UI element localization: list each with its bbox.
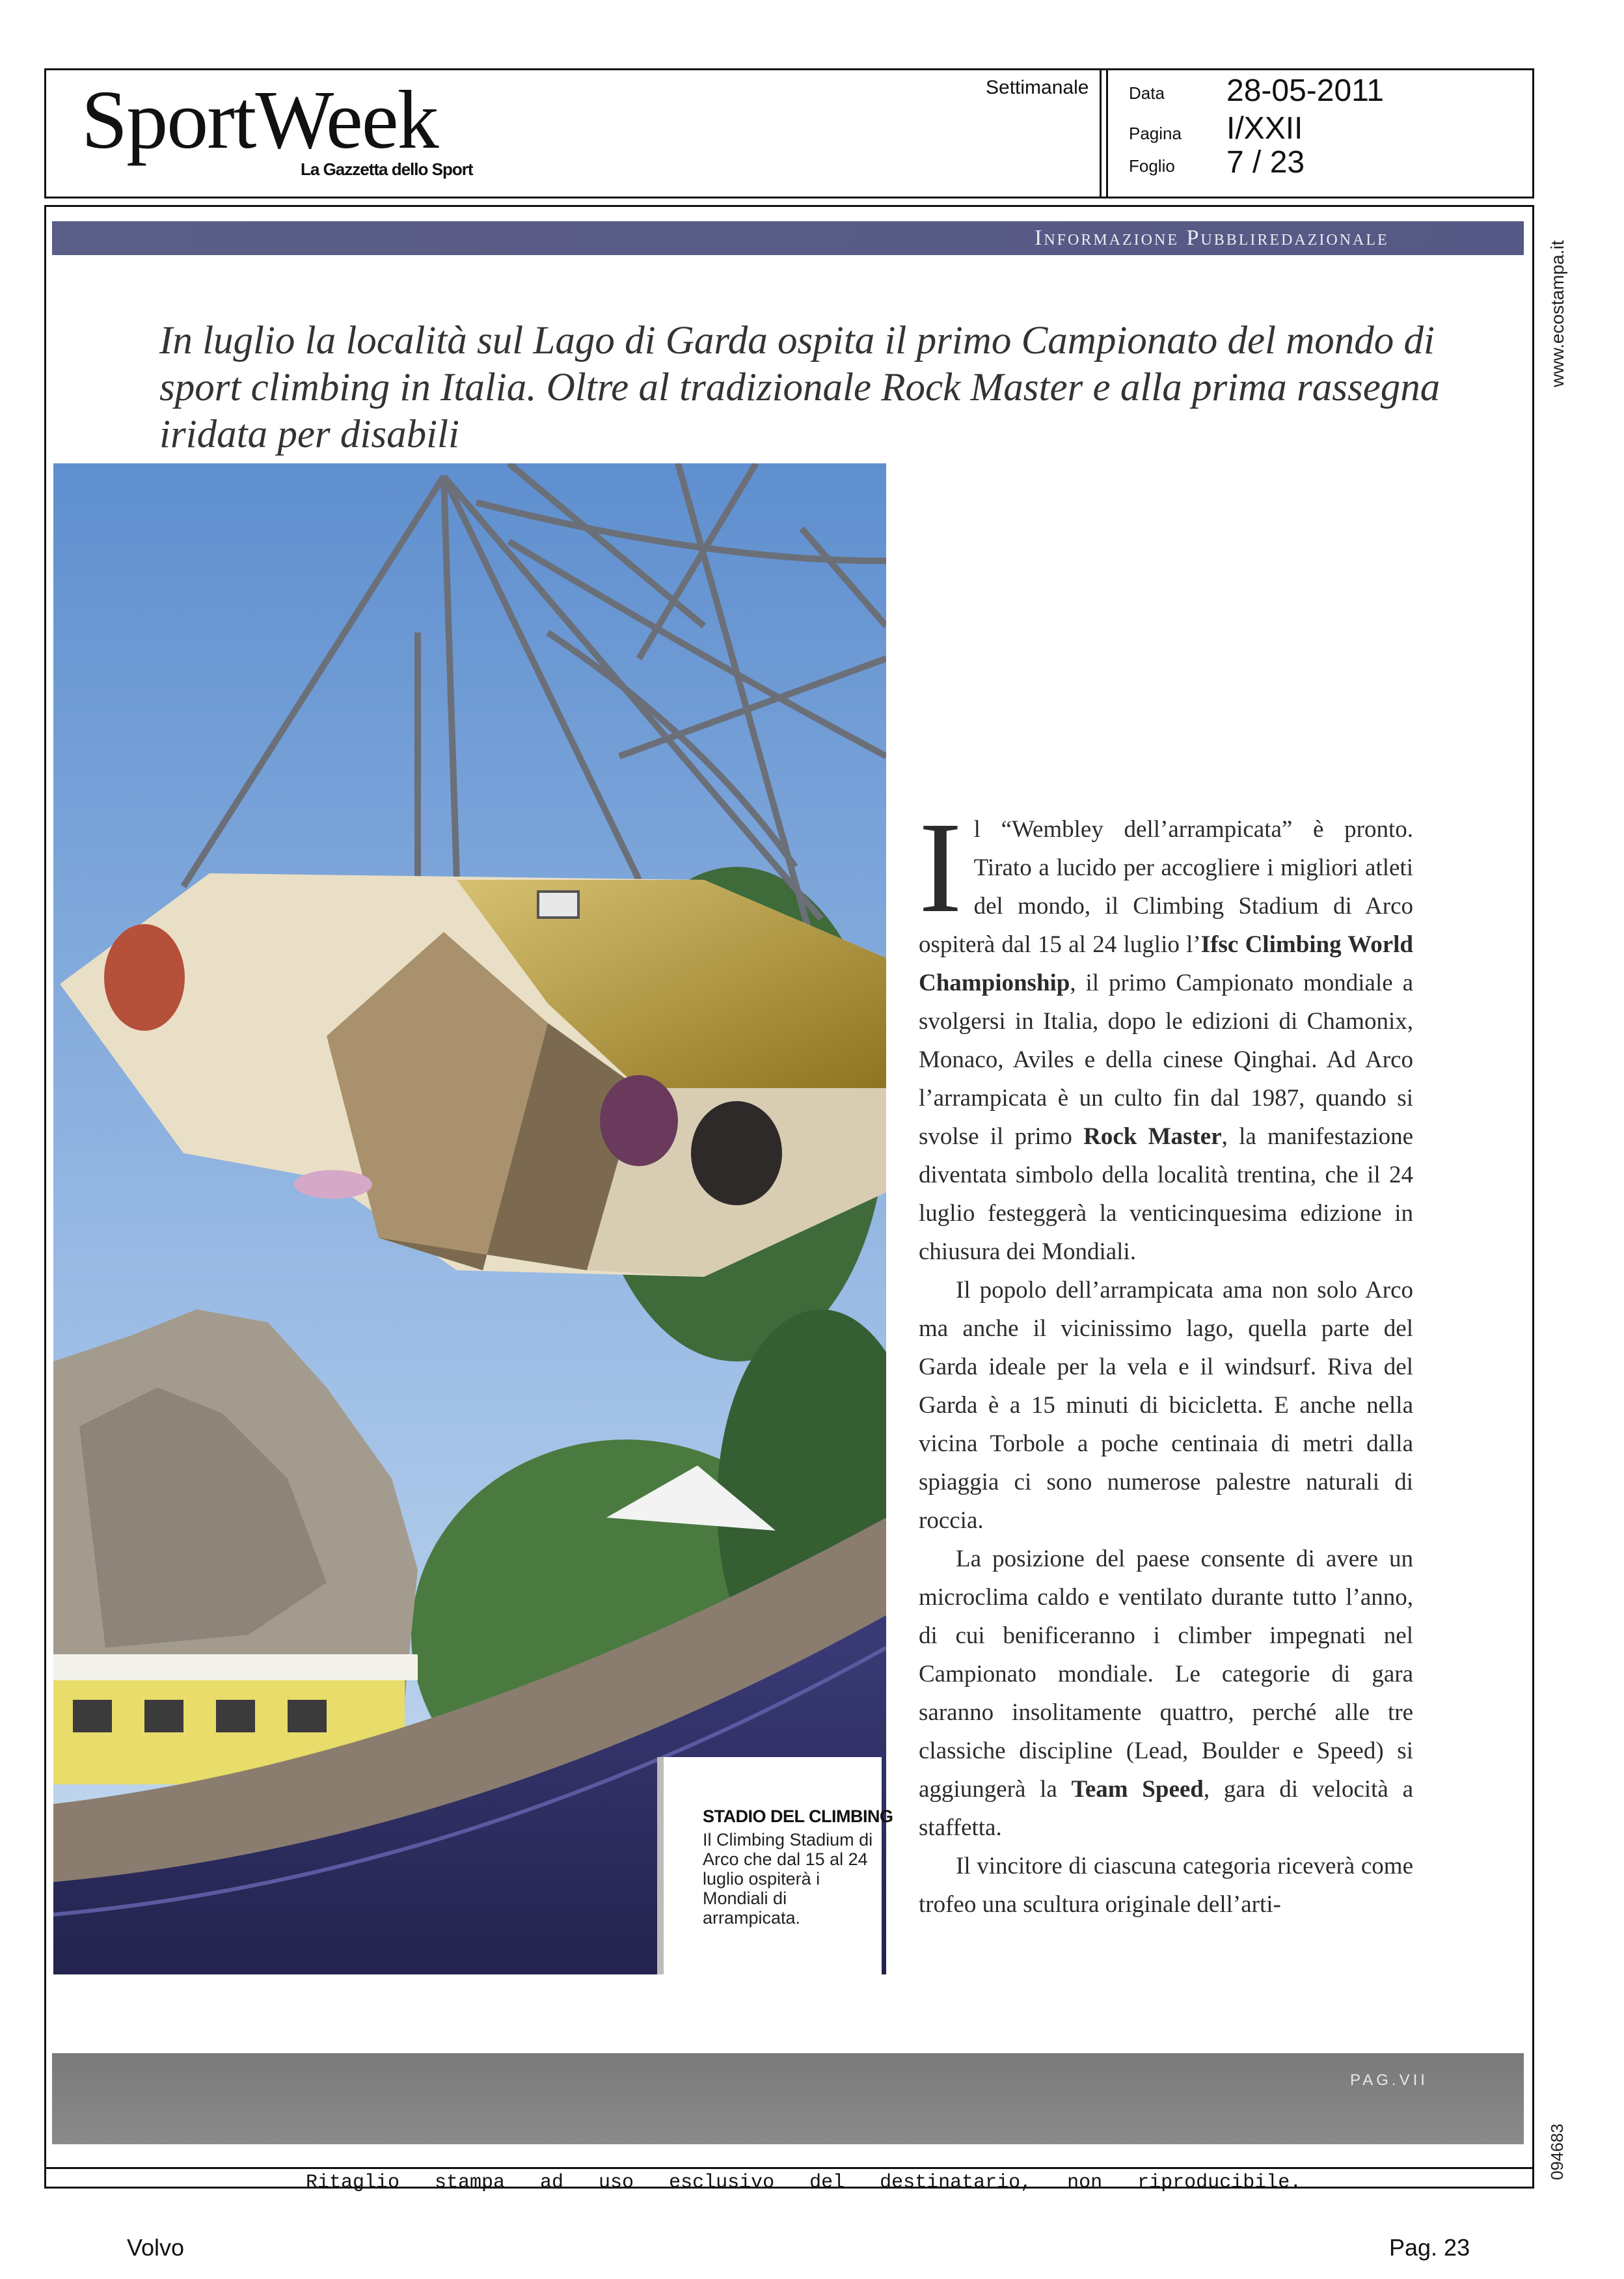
highlight-team-speed: Team Speed [1071,1776,1204,1803]
photo-caption-bar [657,1757,664,1974]
article-subtitle: In luglio la località sul Lago di Garda ospita il primo Campionato del mondo di sport climbing in Italia. Oltre al tradizionale Rock Master e alla prima rassegna iridata per disabili [159,319,1441,456]
sheet-value: 7 / 23 [1226,145,1305,180]
climbing-stadium-photo [53,463,886,1974]
sheet-label: Foglio [1129,156,1175,176]
photo-caption-text: Il Climbing Stadium di Arco che dal 15 al 24 luglio ospiterà i Mondiali di arrampicata. [703,1830,873,1928]
frequency-label: Settimanale [986,77,1089,98]
page-label: Pagina [1129,124,1182,143]
page-number: Pag. 23 [1389,2234,1470,2261]
highlight-rock-master: Rock Master [1083,1123,1222,1150]
logo-subtitle: La Gazzetta dello Sport [301,159,473,179]
photo-illustration [53,463,886,1974]
side-code-text: 094683 [1547,2123,1567,2180]
article-paragraph: Il vincitore di ciascuna categoria riceverà come trofeo una scultura originale dell’arti- [919,1853,1413,1918]
notice-divider [44,2167,1534,2169]
page-value: I/XXII [1226,111,1303,146]
side-code [1547,2102,1573,2206]
article-paragraph: Il “Wembley dell’arrampicata” è pronto. Tirato a lucido per accogliere i migliori atleti del mondo, il Climbing Stadium di Arco ospiterà dal 15 al 24 luglio l’Ifsc Climbing World Championship, il primo Campionato mondiale a svolgersi in Italia, dopo le edizioni di Chamonix, Monaco, Aviles e della cinese Qinghai. Ad Arco l’arrampicata è un culto fin dal 1987, quando si svolse il primo Rock Master, la manifestazione diventata simbolo della località trentina, che il 24 luglio festeggerà la venticinquesima edizione in chiusura dei Mondiali. [919,796,1413,1265]
header-divider [1100,68,1102,198]
side-url-text: www.ecostampa.it [1547,240,1567,387]
footer-page-tag: PAG.VII [1350,2071,1428,2089]
date-value: 28-05-2011 [1226,74,1384,108]
highlight-championship: Ifsc Climbing World Championship [919,931,1413,996]
article-paragraph: Il popolo dell’arrampicata ama non solo Arco ma anche il vicinissimo lago, quella parte del Garda ideale per la vela e il windsurf. Riva del Garda è a 15 minuti di bicicletta. E anche nella vicina Torbole a poche centinaia di metri dalla spiaggia ci sono numerose palestre naturali di roccia. [919,1277,1413,1534]
article-body [919,796,1414,1924]
article-paragraph: La posizione del paese consente di avere un microclima caldo e ventilato durante tutto l’anno, di cui benificeranno i climber impegnati nel Campionato mondiale. Le categorie di gara saranno insolitamente quattro, perché alle tre classiche discipline (Lead, Boulder e Speed) si aggiungerà la Team Speed, gara di velocità a staffetta. [919,1546,1414,1841]
footer-bar [52,2053,1524,2144]
drop-cap: I [919,796,962,940]
date-label: Data [1129,83,1165,103]
side-url [1547,225,1573,394]
client-name: Volvo [127,2234,185,2261]
logo-title: SportWeek [81,74,438,166]
reproduction-notice: Ritaglio stampa ad uso esclusivo del destinatario, non riproducibile. [306,2172,1302,2194]
photo-caption-title: STADIO DEL CLIMBING [703,1807,893,1826]
header-divider [1106,68,1108,198]
banner-text: Informazione Pubbliredazionale [1035,226,1389,250]
